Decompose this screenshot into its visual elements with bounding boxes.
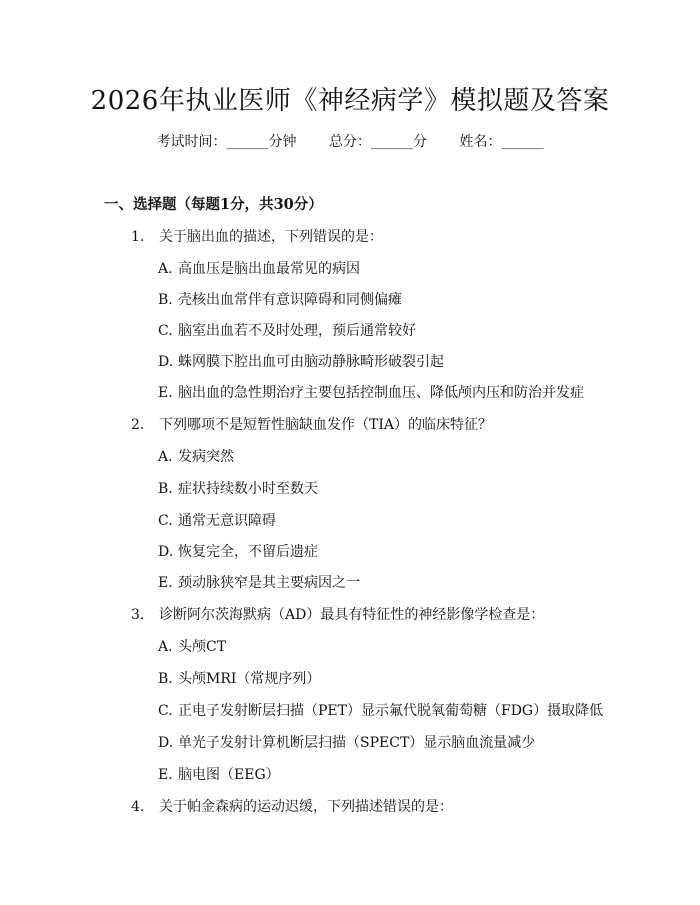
option-text: 恢复完全，不留后遗症	[178, 544, 318, 560]
option-text: 颈动脉狭窄是其主要病因之一	[178, 575, 360, 591]
question-text: 下列哪项不是短暂性脑缺血发作（TIA）的临床特征？	[159, 417, 492, 433]
option-letter: A.	[158, 449, 173, 465]
option-text: 头颅CT	[178, 639, 227, 655]
question-4	[131, 796, 453, 816]
question-number: 3.	[131, 607, 145, 623]
question-3	[131, 604, 544, 624]
option-1d	[158, 351, 444, 371]
exam-time-field: 考试时间：______分钟	[156, 134, 297, 150]
question-number: 1.	[131, 229, 145, 245]
option-letter: A.	[158, 261, 173, 277]
option-letter: D.	[158, 354, 174, 370]
question-2	[131, 414, 492, 434]
option-letter: B.	[158, 292, 173, 308]
option-letter: C.	[158, 513, 173, 529]
option-3e	[158, 764, 280, 784]
option-letter: A.	[158, 639, 173, 655]
question-text: 诊断阿尔茨海默病（AD）最具有特征性的神经影像学检查是：	[159, 607, 545, 623]
option-3b	[158, 668, 320, 688]
page-title: 2026年执业医师《神经病学》模拟题及答案	[90, 86, 610, 116]
option-letter: C.	[158, 703, 173, 719]
option-text: 高血压是脑出血最常见的病因	[178, 261, 360, 277]
option-1c	[158, 320, 416, 340]
option-1b	[158, 289, 402, 309]
option-letter: E.	[158, 767, 173, 783]
option-text: 脑电图（EEG）	[178, 767, 280, 783]
student-name-field: 姓名：______	[459, 134, 544, 150]
option-3d	[158, 732, 535, 752]
option-letter: E.	[158, 385, 173, 401]
option-letter: D.	[158, 735, 174, 751]
option-text: 壳核出血常伴有意识障碍和同侧偏瘫	[178, 292, 402, 308]
option-letter: C.	[158, 323, 173, 339]
question-text: 关于帕金森病的运动迟缓，下列描述错误的是：	[159, 799, 453, 815]
option-text: 头颅MRI（常规序列）	[178, 671, 321, 687]
total-score-field: 总分：______分	[329, 134, 427, 150]
question-number: 4.	[131, 799, 145, 815]
option-1e	[158, 382, 584, 402]
option-text: 通常无意识障碍	[178, 513, 276, 529]
option-text: 蛛网膜下腔出血可由脑动静脉畸形破裂引起	[178, 354, 444, 370]
option-3c	[158, 700, 603, 720]
option-3a	[158, 636, 226, 656]
option-letter: B.	[158, 481, 173, 497]
option-1a	[158, 258, 360, 278]
question-number: 2.	[131, 417, 145, 433]
option-text: 单光子发射计算机断层扫描（SPECT）显示脑血流量减少	[178, 735, 536, 751]
option-letter: B.	[158, 671, 173, 687]
option-letter: E.	[158, 575, 173, 591]
section-heading: 一、选择题（每题1分，共30分）	[104, 196, 323, 213]
option-2c	[158, 510, 276, 530]
option-text: 发病突然	[178, 449, 234, 465]
option-text: 脑出血的急性期治疗主要包括控制血压、降低颅内压和防治并发症	[178, 385, 584, 401]
option-2e	[158, 572, 360, 592]
option-2a	[158, 446, 234, 466]
option-text: 症状持续数小时至数天	[178, 481, 318, 497]
option-text: 正电子发射断层扫描（PET）显示氟代脱氧葡萄糖（FDG）摄取降低	[178, 703, 604, 719]
exam-meta-line	[0, 131, 700, 151]
option-letter: D.	[158, 544, 174, 560]
option-2b	[158, 478, 318, 498]
option-text: 脑室出血若不及时处理，预后通常较好	[178, 323, 416, 339]
option-2d	[158, 541, 318, 561]
question-text: 关于脑出血的描述，下列错误的是：	[159, 229, 383, 245]
question-1	[131, 226, 383, 246]
